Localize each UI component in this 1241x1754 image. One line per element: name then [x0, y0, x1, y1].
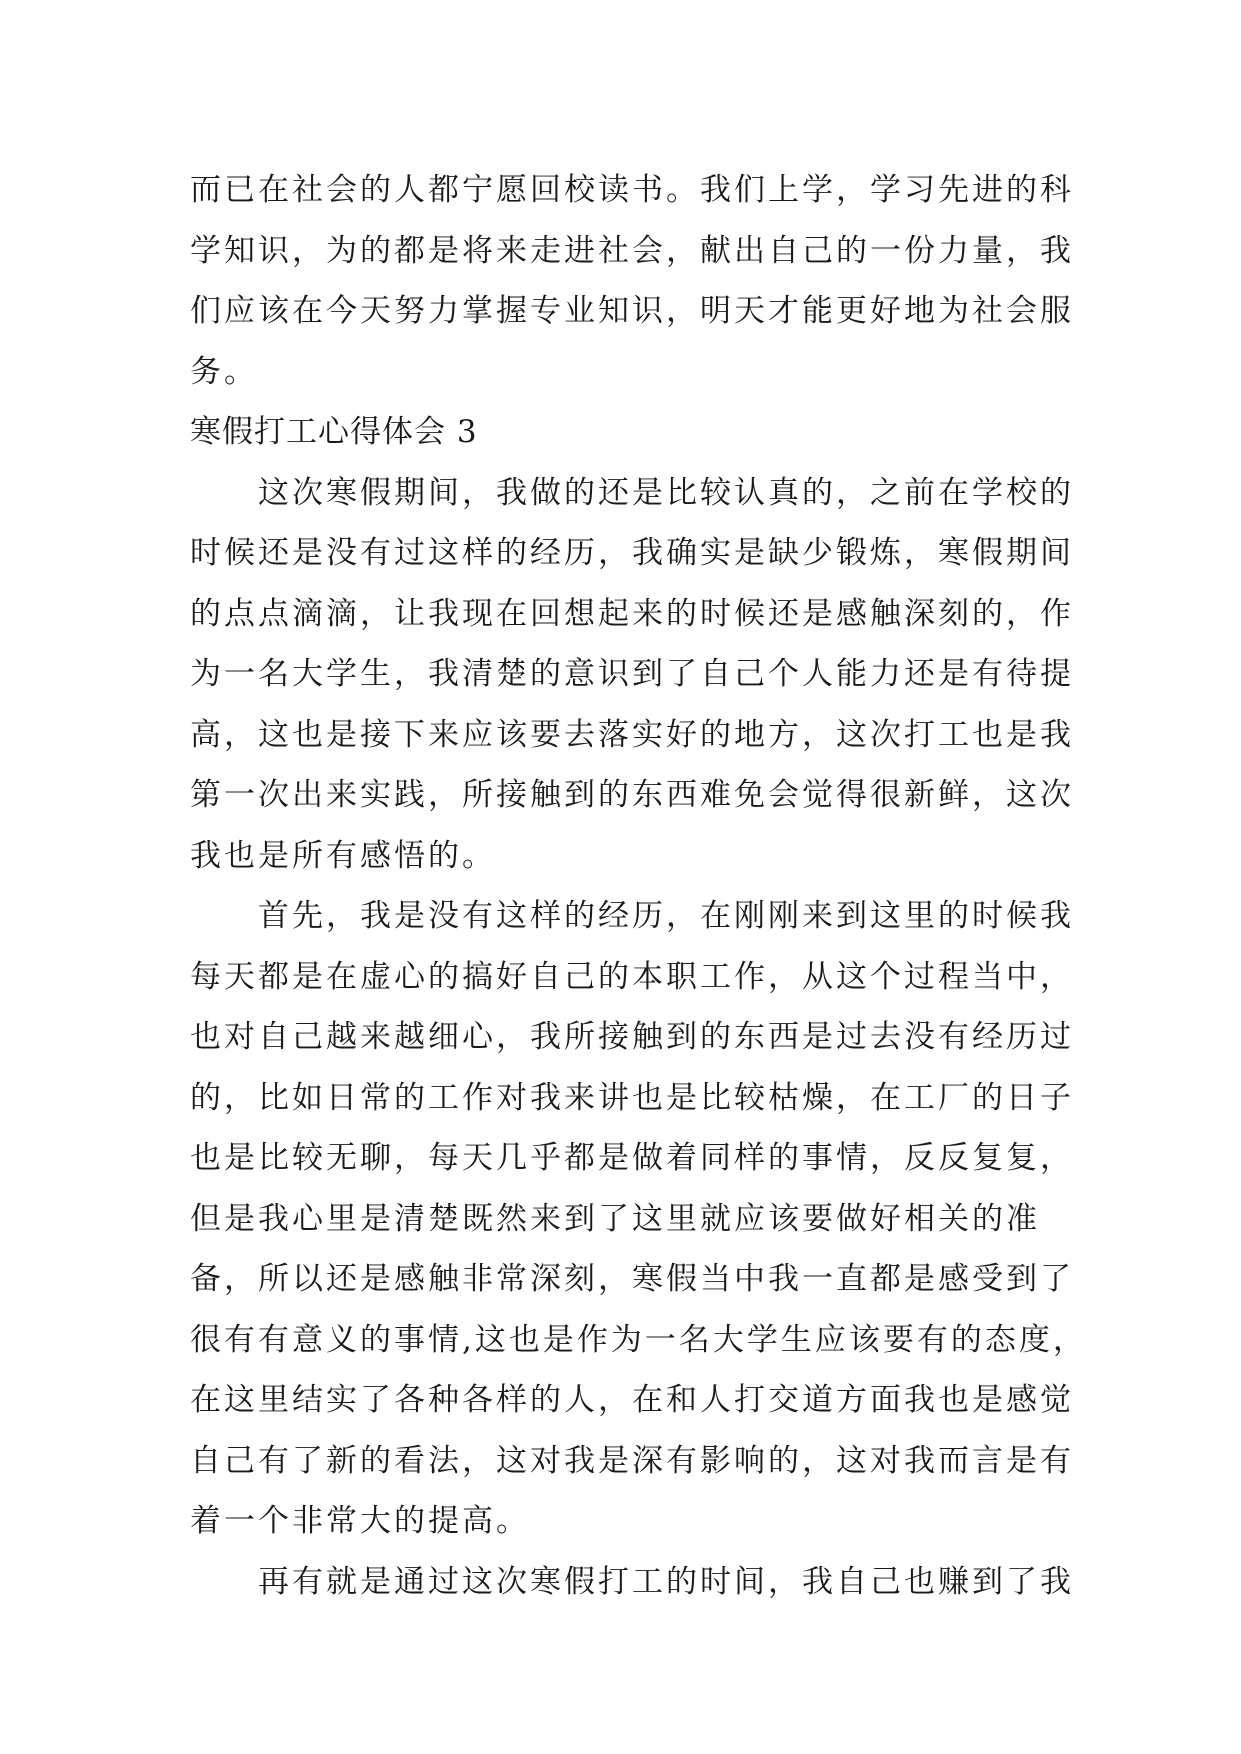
text-line: 备，所以还是感触非常深刻，寒假当中我一直都是感受到了 [190, 1261, 1074, 1297]
paragraph-first-line: 再有就是通过这次寒假打工的时间，我自己也赚到了我 [258, 1563, 1074, 1600]
text-line: 的点点滴滴，让我现在回想起来的时候还是感触深刻的，作 [190, 595, 1074, 632]
paragraph-first-line: 首先，我是没有这样的经历，在刚刚来到这里的时候我 [258, 898, 1074, 934]
section-heading: 寒假打工心得体会 3 [190, 414, 478, 450]
text-line: 的，比如日常的工作对我来讲也是比较枯燥，在工厂的日子 [190, 1079, 1074, 1116]
text-line: 也对自己越来越细心，我所接触到的东西是过去没有经历过 [190, 1019, 1074, 1055]
text-line: 着一个非常大的提高。 [190, 1503, 530, 1539]
text-line: 学知识，为的都是将来走进社会，献出自己的一份力量，我 [190, 232, 1074, 269]
text-line: 在这里结实了各种各样的人，在和人打交道方面我也是感觉 [190, 1382, 1074, 1418]
text-line: 很有有意义的事情,这也是作为一名大学生应该要有的态度， [190, 1321, 1087, 1358]
text-line: 为一名大学生，我清楚的意识到了自己个人能力还是有待提 [190, 656, 1074, 692]
text-line: 第一次出来实践，所接触到的东西难免会觉得很新鲜，这次 [190, 777, 1074, 813]
text-line: 们应该在今天努力掌握专业知识，明天才能更好地为社会服 [190, 293, 1074, 329]
text-line: 但是我心里是清楚既然来到了这里就应该要做好相关的准 [190, 1200, 1040, 1237]
text-line: 每天都是在虚心的搞好自己的本职工作，从这个过程当中， [190, 958, 1074, 995]
text-line: 自己有了新的看法，这对我是深有影响的，这对我而言是有 [190, 1442, 1074, 1479]
text-line: 务。 [190, 353, 258, 390]
text-line: 而已在社会的人都宁愿回校读书。我们上学，学习先进的科 [190, 172, 1074, 208]
text-line: 高，这也是接下来应该要去落实好的地方，这次打工也是我 [190, 716, 1074, 753]
document-body [190, 160, 1087, 1612]
paragraph-first-line: 这次寒假期间，我做的还是比较认真的，之前在学校的 [258, 474, 1074, 511]
text-line: 我也是所有感悟的。 [190, 837, 496, 874]
text-line: 时候还是没有过这样的经历，我确实是缺少锻炼，寒假期间 [190, 535, 1074, 571]
text-line: 也是比较无聊，每天几乎都是做着同样的事情，反反复复， [190, 1140, 1074, 1176]
